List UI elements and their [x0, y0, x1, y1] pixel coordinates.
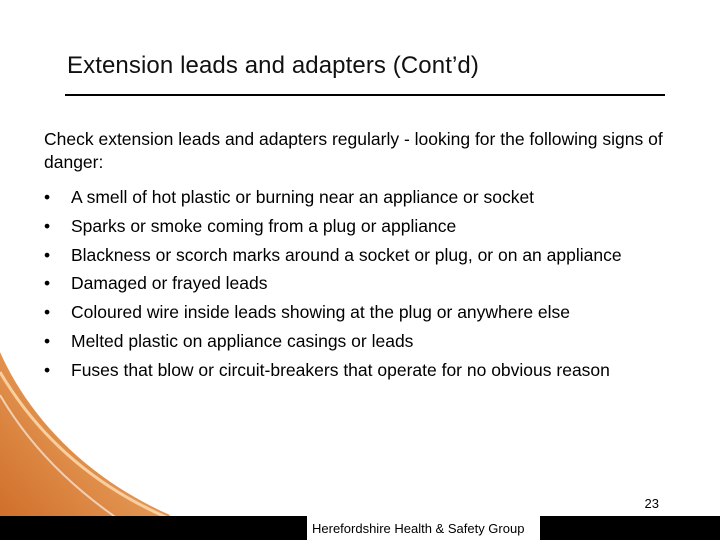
bullet-icon: •	[44, 302, 51, 323]
page-number: 23	[644, 496, 659, 511]
bullet-icon: •	[44, 273, 51, 294]
bullet-icon: •	[44, 359, 51, 380]
list-item-text: Blackness or scorch marks around a socket or plug, or on an appliance	[71, 244, 622, 265]
list-item	[44, 271, 684, 295]
bullet-icon: •	[44, 244, 51, 265]
footer-label-box	[307, 516, 540, 540]
list-item-text: Fuses that blow or circuit-breakers that operate for no obvious reason	[71, 359, 610, 380]
list-item-text: Melted plastic on appliance casings or leads	[71, 330, 414, 351]
intro-text: Check extension leads and adapters regularly - looking for the following signs of danger:	[44, 129, 663, 172]
list-item	[44, 358, 684, 382]
list-item	[44, 243, 684, 267]
list-item	[44, 185, 684, 209]
slide-title: Extension leads and adapters (Cont’d)	[67, 52, 479, 79]
list-item	[44, 214, 684, 238]
list-item-text: Damaged or frayed leads	[71, 273, 268, 294]
footer-organisation-name: Herefordshire Health & Safety Group	[312, 521, 525, 536]
list-item-text: Sparks or smoke coming from a plug or appliance	[71, 215, 457, 236]
list-item-text: Coloured wire inside leads showing at the plug or anywhere else	[71, 302, 571, 323]
list-item	[44, 300, 684, 324]
list-item-text: A smell of hot plastic or burning near an appliance or socket	[71, 187, 535, 207]
danger-signs-list	[44, 185, 684, 387]
title-underline	[65, 94, 665, 96]
list-item	[44, 329, 684, 353]
bullet-icon: •	[44, 187, 51, 207]
bullet-icon: •	[44, 330, 51, 351]
bullet-icon: •	[44, 215, 51, 236]
